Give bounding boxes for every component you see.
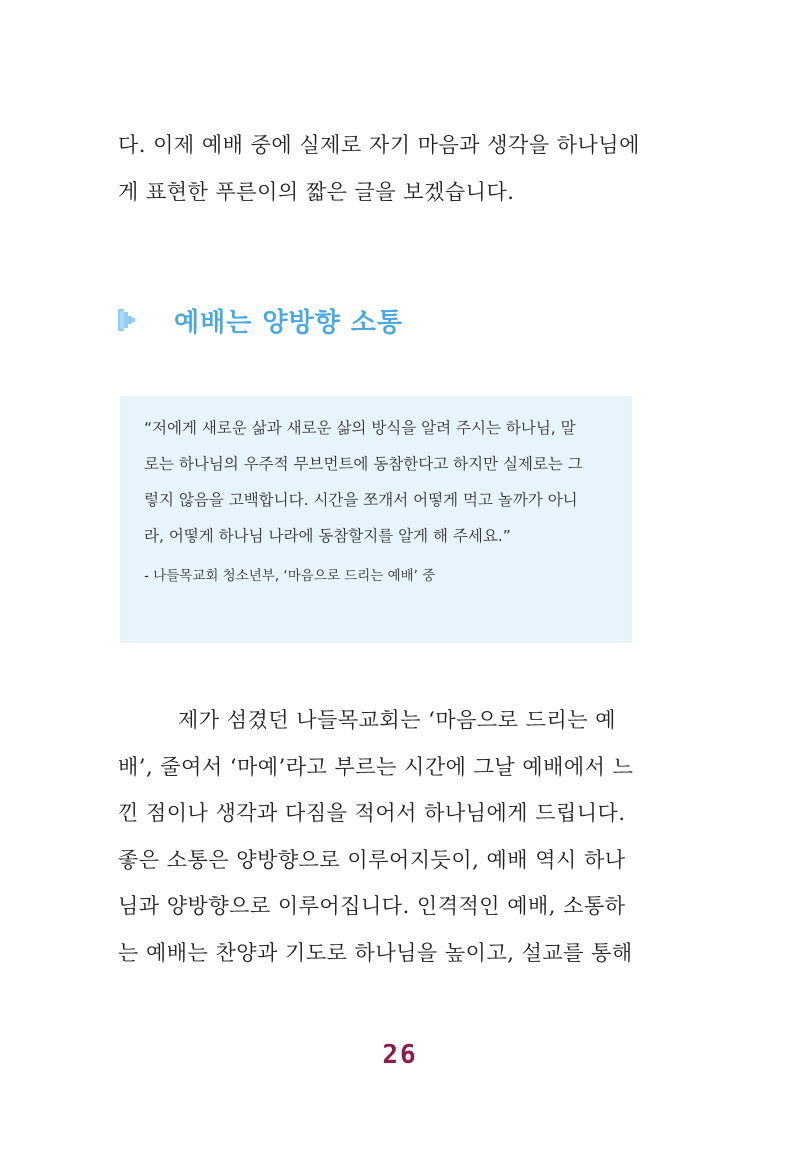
quote-line: 렇지 않음을 고백합니다. 시간을 쪼개서 어떻게 먹고 놀까가 아니: [144, 491, 578, 509]
body-paragraph-top: [118, 122, 638, 215]
text-line: 님과 양방향으로 이루어집니다. 인격적인 예배, 소통하: [118, 894, 626, 918]
quote-line: 라, 어떻게 하나님 나라에 동참할지를 알게 해 주세요.”: [144, 527, 511, 545]
section-heading: [118, 300, 403, 340]
body-paragraph-bottom: [118, 697, 638, 976]
quote-source: - 나들목교회 청소년부, ‘마음으로 드리는 예배’ 중: [144, 568, 436, 584]
text-line: 게 표현한 푸른이의 짧은 글을 보겠습니다.: [118, 179, 515, 204]
text-line: 제가 섬겼던 나들목교회는 ‘마음으로 드리는 예: [178, 708, 616, 732]
text-line: 낀 점이나 생각과 다짐을 적어서 하나님에게 드립니다.: [118, 801, 626, 825]
section-title: 예배는 양방향 소통: [174, 307, 404, 338]
quote-line: “저에게 새로운 삶과 새로운 삶의 방식을 알려 주시는 하나님, 말: [144, 419, 576, 437]
page-number: 26: [382, 1040, 418, 1070]
quote-box: [120, 396, 632, 643]
text-line: 배’, 줄여서 ‘마예’라고 부르는 시간에 그날 예배에서 느: [118, 754, 634, 779]
text-line: 다. 이제 예배 중에 실제로 자기 마음과 생각을 하나님에: [118, 133, 640, 157]
text-line: 좋은 소통은 양방향으로 이루어지듯이, 예배 역시 하나: [118, 847, 626, 872]
pixel-arrow-icon: [118, 309, 136, 331]
quote-line: 로는 하나님의 우주적 무브먼트에 동참한다고 하지만 실제로는 그: [144, 455, 583, 473]
text-line: 는 예배는 찬양과 기도로 하나님을 높이고, 설교를 통해: [118, 940, 633, 965]
